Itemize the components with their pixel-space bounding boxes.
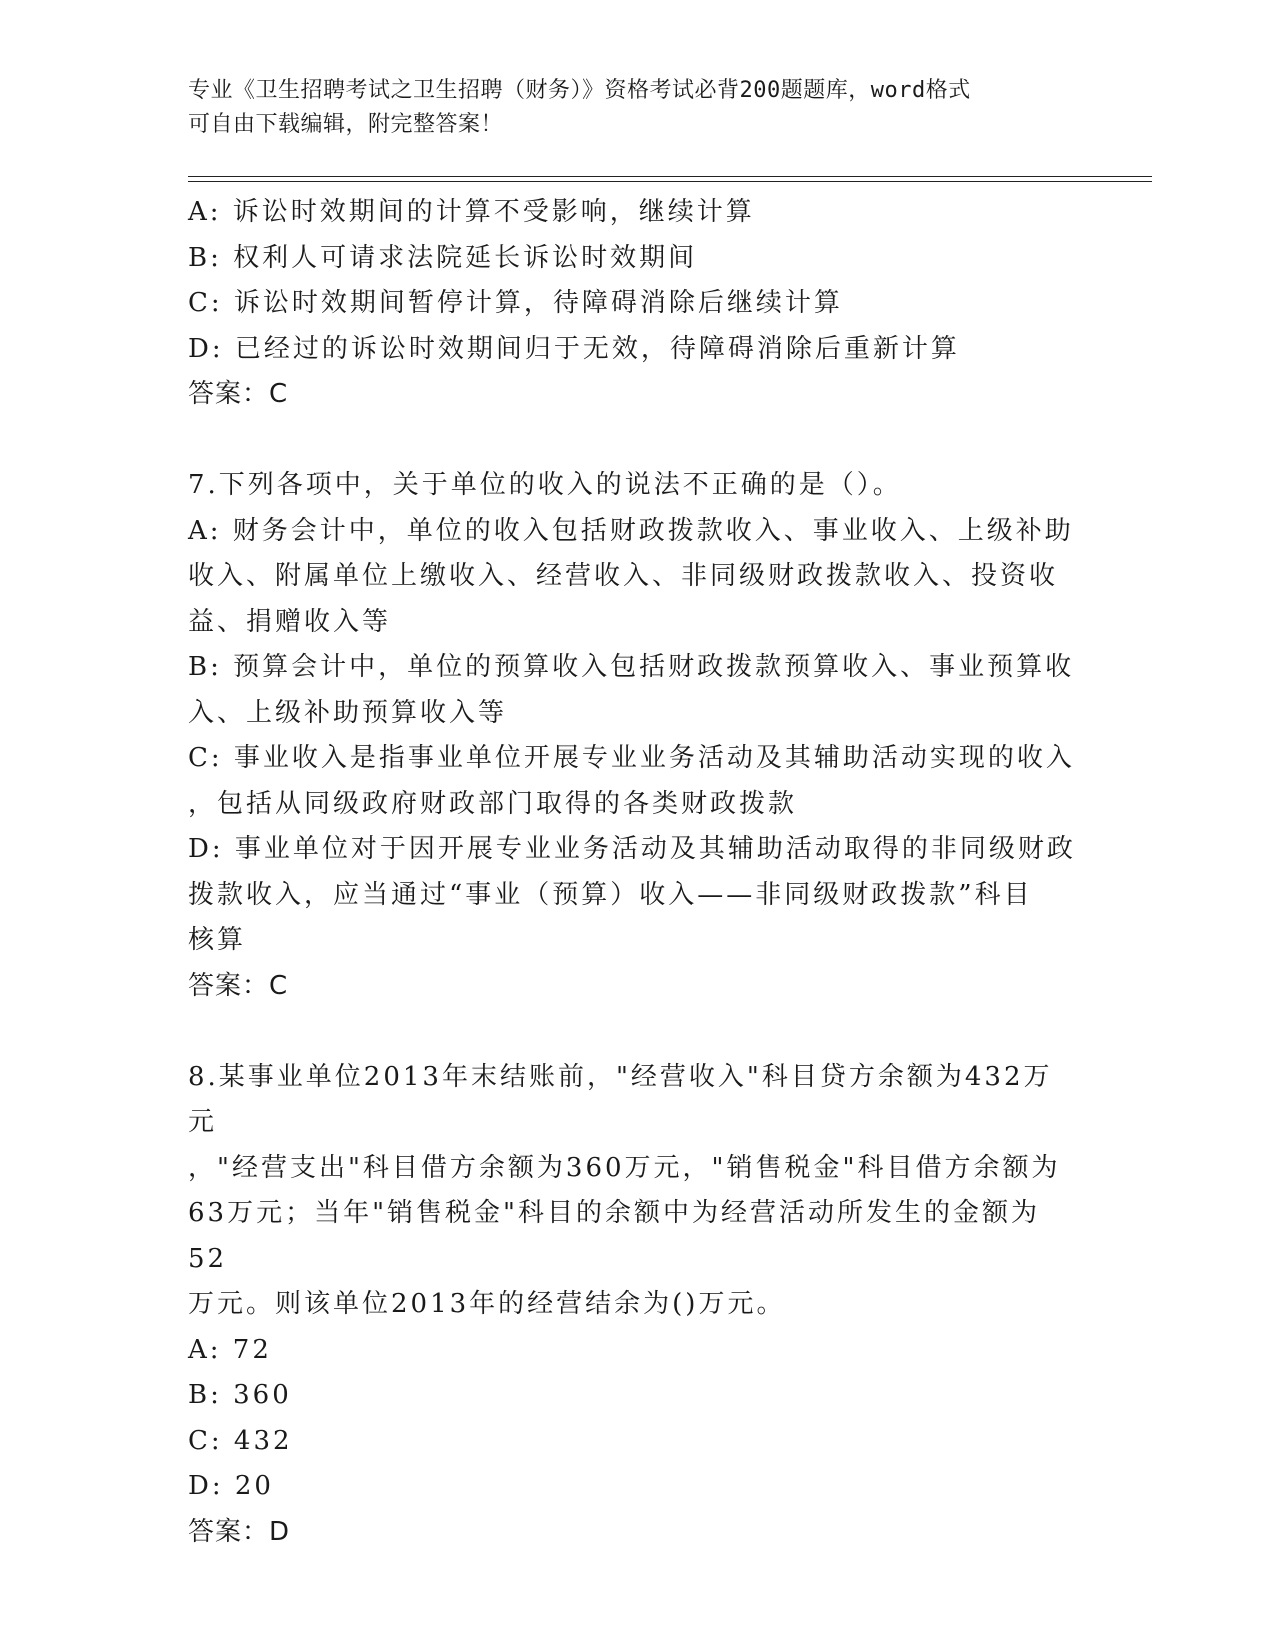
spacer bbox=[188, 418, 1078, 464]
option-c: C: 诉讼时效期间暂停计算，待障碍消除后继续计算 bbox=[188, 288, 843, 318]
question-text-line-3: 63万元；当年"销售税金"科目的余额中为经营活动所发生的金额为52 bbox=[188, 1198, 1041, 1274]
header-line-2: 可自由下载编辑，附完整答案！ bbox=[188, 112, 504, 137]
answer: 答案：C bbox=[188, 970, 289, 1001]
document-header bbox=[188, 74, 1068, 142]
question-text-line-2: ，"经营支出"科目借方余额为360万元，"销售税金"科目借方余额为 bbox=[188, 1152, 1061, 1183]
header-line-1: 专业《卫生招聘考试之卫生招聘（财务）》资格考试必背200题题库，word格式 bbox=[188, 78, 971, 103]
header-rule-top bbox=[188, 176, 1152, 177]
option-c: C: 432 bbox=[188, 1425, 293, 1456]
question-7 bbox=[188, 463, 1078, 1009]
option-d-line-1: D: 事业单位对于因开展专业业务活动及其辅助活动取得的非同级财政 bbox=[188, 834, 1076, 864]
question-text-line-4: 万元。则该单位2013年的经营结余为()万元。 bbox=[188, 1289, 786, 1319]
option-c-line-2: ，包括从同级政府财政部门取得的各类财政拨款 bbox=[188, 788, 798, 819]
option-a-line-1: A: 财务会计中，单位的收入包括财政拨款收入、事业收入、上级补助 bbox=[188, 515, 1074, 546]
option-d-line-2: 拨款收入，应当通过“事业（预算）收入——非同级财政拨款”科目 bbox=[188, 879, 1033, 910]
option-d: D: 20 bbox=[188, 1471, 274, 1501]
option-d: D: 已经过的诉讼时效期间归于无效，待障碍消除后重新计算 bbox=[188, 333, 960, 364]
spacer bbox=[188, 1009, 1078, 1055]
answer: 答案：C bbox=[188, 379, 289, 409]
question-6 bbox=[188, 190, 1078, 418]
answer: 答案：D bbox=[188, 1516, 291, 1547]
option-a: A: 72 bbox=[188, 1334, 272, 1365]
option-b-line-1: B: 预算会计中，单位的预算收入包括财政拨款预算收入、事业预算收 bbox=[188, 652, 1075, 682]
option-b: B: 360 bbox=[188, 1380, 292, 1410]
option-b-line-2: 入、上级补助预算收入等 bbox=[188, 697, 508, 728]
question-8 bbox=[188, 1055, 1078, 1556]
option-c-line-1: C: 事业收入是指事业单位开展专业业务活动及其辅助活动实现的收入 bbox=[188, 743, 1075, 773]
question-text: 7.下列各项中，关于单位的收入的说法不正确的是（）。 bbox=[188, 470, 902, 500]
option-d-line-3: 核算 bbox=[188, 925, 247, 955]
option-a-line-3: 益、捐赠收入等 bbox=[188, 606, 392, 637]
option-b: B: 权利人可请求法院延长诉讼时效期间 bbox=[188, 242, 698, 273]
option-a-line-2: 收入、附属单位上缴收入、经营收入、非同级财政拨款收入、投资收 bbox=[188, 561, 1059, 591]
question-text-line-1: 8.某事业单位2013年末结账前，"经营收入"科目贷方余额为432万元 bbox=[188, 1061, 1053, 1137]
header-rule-bottom bbox=[188, 181, 1152, 182]
question-content bbox=[188, 190, 1078, 1555]
option-a: A: 诉讼时效期间的计算不受影响，继续计算 bbox=[188, 197, 755, 227]
